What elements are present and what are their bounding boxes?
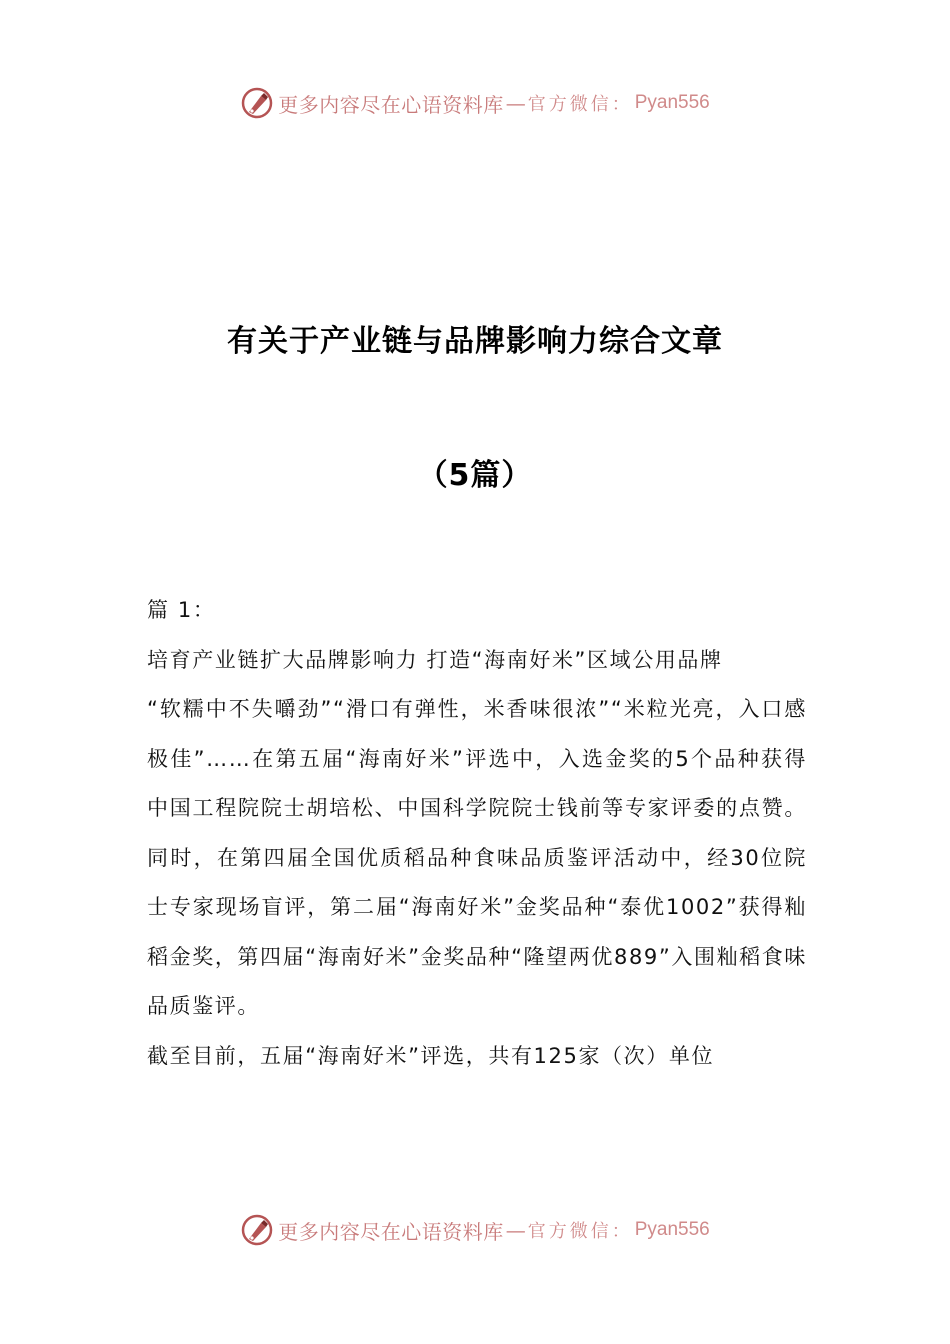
article-headline: 培育产业链扩大品牌影响力 打造“海南好米”区域公用品牌 [147, 647, 723, 672]
wechat-label: 官方微信： [527, 1221, 633, 1242]
wechat-id: Pyan556 [634, 1219, 710, 1240]
header-banner [0, 83, 950, 123]
document-title: 有关于产业链与品牌影响力综合文章 [227, 324, 723, 359]
body-paragraph: “软糯中不失嚼劲”“滑口有弹性，米香味很浓”“米粒光亮，入口感极佳”……在第五届“海南好米”评选中，入选金奖的5个品种获得中国工程院院士胡培松、中国科学院院士钱前等专家评委的点赞。同时，在第四届全国优质稻品种食味品质鉴评活动中，经30位院士专家现场盲评，第二届“海南好米”金奖品种“泰优1002”获得籼稻金奖，第四届“海南好米”金奖品种“隆望两优889”入围籼稻食味品质鉴评。 [147, 697, 807, 1018]
footer-banner [0, 1210, 950, 1250]
wechat-id: Pyan556 [634, 92, 710, 113]
banner-separator: — [505, 91, 526, 115]
document-subtitle: （5篇） [417, 458, 533, 493]
body-paragraph: 截至目前，五届“海南好米”评选，共有125家（次）单位 [147, 1043, 715, 1068]
section-heading: 篇 1： [147, 598, 216, 622]
wechat-label: 官方微信： [527, 94, 633, 115]
banner-text: 更多内容尽在心语资料库 [278, 1219, 504, 1244]
banner-text: 更多内容尽在心语资料库 [278, 92, 504, 117]
pen-nib-logo-icon [240, 86, 274, 120]
banner-separator: — [505, 1218, 526, 1242]
document-body [147, 586, 807, 1081]
pen-nib-logo-icon [240, 1213, 274, 1247]
